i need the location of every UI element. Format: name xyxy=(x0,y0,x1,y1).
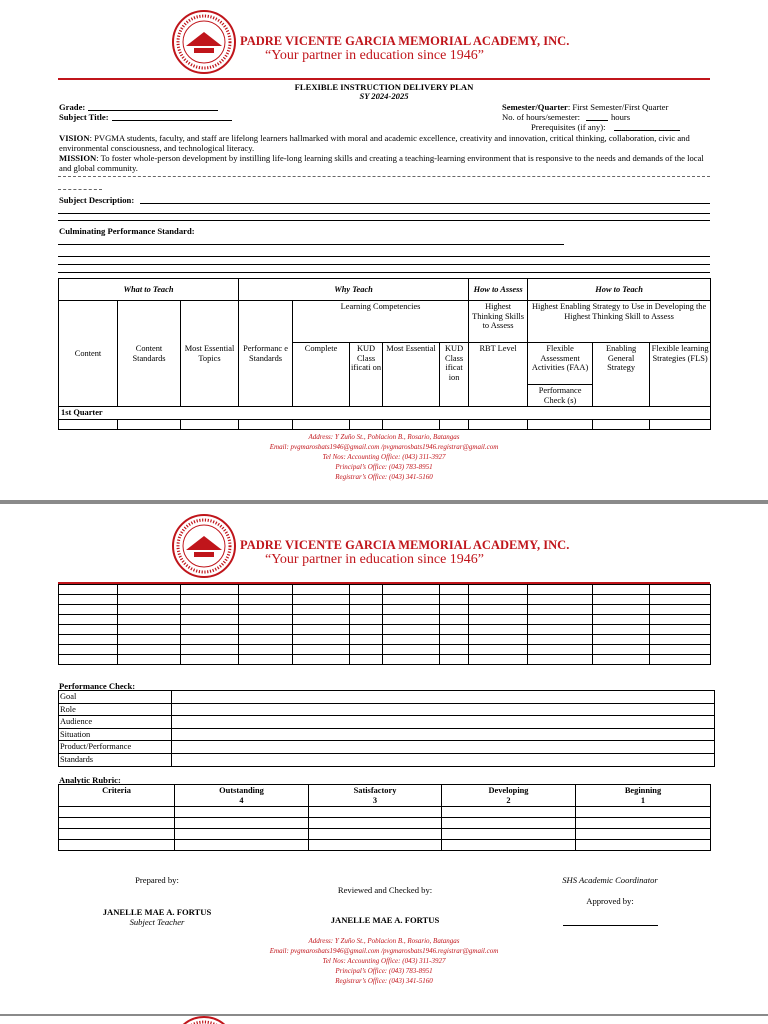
page-2 xyxy=(0,504,768,1014)
header-rule xyxy=(58,78,710,80)
table-row: Product/Performance xyxy=(59,741,715,754)
delivery-plan-table xyxy=(58,278,711,430)
subject-title-label: Subject Title: xyxy=(59,112,109,122)
table-row xyxy=(59,840,711,851)
rubric-level-header: Satisfactory 3 xyxy=(309,785,442,807)
table-row: Role xyxy=(59,703,715,716)
preparer-name: JANELLE MAE A. FORTUS xyxy=(102,907,212,917)
rubric-level-header: Outstanding 4 xyxy=(175,785,309,807)
culminating-standard-field[interactable] xyxy=(58,244,564,245)
table-row: Situation xyxy=(59,728,715,741)
how-to-assess-header: How to Assess xyxy=(469,279,528,301)
table-row: Standards xyxy=(59,753,715,766)
prereq-label: Prerequisites (if any): xyxy=(531,122,606,132)
coordinator-role: SHS Academic Coordinator xyxy=(562,875,658,885)
most-essential-header: Most Essential xyxy=(383,343,440,407)
school-tagline: “Your partner in education since 1946” xyxy=(265,48,485,63)
table-row xyxy=(59,645,711,655)
standard-line xyxy=(58,264,710,265)
school-seal-icon xyxy=(172,10,236,74)
highest-enabling-header: Highest Enabling Strategy to Use in Developing the Highest Thinking Skill to Assess xyxy=(528,301,711,343)
table-row xyxy=(59,585,711,595)
table-row: Audience xyxy=(59,716,715,729)
analytic-rubric-table xyxy=(58,784,711,851)
criteria-header: Criteria xyxy=(59,785,175,807)
content-header: Content xyxy=(59,301,118,407)
table-row xyxy=(59,615,711,625)
kud-classification-header: KUD Class ificat ion xyxy=(440,343,469,407)
letterhead xyxy=(172,10,572,76)
hours-label: No. of hours/semester: xyxy=(502,112,581,122)
highest-thinking-header: Highest Thinking Skills to Assess xyxy=(469,301,528,343)
subject-description-field[interactable] xyxy=(140,203,710,204)
school-seal-icon xyxy=(172,514,236,578)
prepared-by-label: Prepared by: xyxy=(135,875,179,885)
school-name: PADRE VICENTE GARCIA MEMORIAL ACADEMY, INC. xyxy=(240,34,570,48)
performance-check-table xyxy=(58,690,715,767)
plan-title: FLEXIBLE INSTRUCTION DELIVERY PLAN xyxy=(294,82,474,92)
school-seal-icon xyxy=(172,1016,236,1024)
faa-header: Flexible Assessment Activities (FAA) Performance Check (s) xyxy=(528,343,593,407)
preparer-role: Subject Teacher xyxy=(129,917,185,927)
standard-line xyxy=(58,272,710,273)
reviewed-by-label: Reviewed and Checked by: xyxy=(337,885,433,895)
continuation-table xyxy=(58,584,711,665)
content-standards-header: Content Standards xyxy=(118,301,181,407)
rbt-level-header: RBT Level xyxy=(469,343,528,407)
school-tagline: “Your partner in education since 1946” xyxy=(265,552,485,567)
performance-standards-header: Performanc e Standards xyxy=(239,301,293,407)
page-3 xyxy=(0,1016,768,1024)
approved-by-label: Approved by: xyxy=(586,896,634,906)
prereq-field[interactable] xyxy=(614,130,680,131)
divider xyxy=(58,176,710,177)
subject-description-label: Subject Description: xyxy=(59,195,135,205)
analytic-rubric-title: Analytic Rubric: xyxy=(59,775,121,785)
description-line xyxy=(58,220,710,221)
approver-signature-line[interactable] xyxy=(563,925,658,926)
subject-title-field[interactable] xyxy=(112,120,232,121)
reviewer-name: JANELLE MAE A. FORTUS xyxy=(330,915,440,925)
table-row xyxy=(59,818,711,829)
table-row xyxy=(59,595,711,605)
divider xyxy=(58,189,102,190)
table-row xyxy=(59,635,711,645)
what-to-teach-header: What to Teach xyxy=(59,279,239,301)
hours-field[interactable] xyxy=(586,120,608,121)
culminating-standard-label: Culminating Performance Standard: xyxy=(59,226,195,236)
why-teach-header: Why Teach xyxy=(239,279,469,301)
rubric-level-header: Beginning 1 xyxy=(576,785,711,807)
quarter-row: 1st Quarter xyxy=(59,407,711,420)
fls-header: Flexible learning Strategies (FLS) xyxy=(650,343,711,407)
table-row: Goal xyxy=(59,691,715,704)
table-row xyxy=(59,625,711,635)
vision-statement: VISION: PVGMA students, faculty, and staff are lifelong learners hallmarked with moral and academic excellence, creativity and innovation, critical thinking, collaboration, civic and environmental consciousness, and technological literacy. xyxy=(59,133,690,153)
complete-header: Complete xyxy=(293,343,350,407)
semester-line: Semester/Quarter: First Semester/First Quarter xyxy=(502,102,669,112)
table-row xyxy=(59,829,711,840)
how-to-teach-header: How to Teach xyxy=(528,279,711,301)
description-line xyxy=(58,213,710,214)
school-name: PADRE VICENTE GARCIA MEMORIAL ACADEMY, INC. xyxy=(240,538,570,552)
performance-check-title: Performance Check: xyxy=(59,681,136,691)
page-footer: Address: Y Zuño St., Poblacion B., Rosario, Batangas Email: pvgmarosbats1946@gmail.com /pvgmarosbats1946.registrar@gmail.com Tel Nos: Accounting Office: (043) 311-3927 Principal’s Office: (043) 783-8951 Registrar’s Office: (043) 341-5160 xyxy=(269,433,499,481)
letterhead xyxy=(172,514,572,580)
page-1 xyxy=(0,0,768,500)
hours-unit: hours xyxy=(611,112,631,122)
kud-classification-header: KUD Class ificati on xyxy=(350,343,383,407)
standard-line xyxy=(58,256,710,257)
learning-competencies-header: Learning Competencies xyxy=(293,301,469,343)
page-footer: Address: Y Zuño St., Poblacion B., Rosario, Batangas Email: pvgmarosbats1946@gmail.com /pvgmarosbats1946.registrar@gmail.com Tel Nos: Accounting Office: (043) 311-3927 Principal’s Office: (043) 783-8951 Registrar’s Office: (043) 341-5160 xyxy=(269,937,499,985)
most-essential-topics-header: Most Essential Topics xyxy=(181,301,239,407)
table-row xyxy=(59,807,711,818)
grade-field[interactable] xyxy=(88,110,218,111)
school-year: SY 2024-2025 xyxy=(359,91,409,101)
enabling-general-header: Enabling General Strategy xyxy=(593,343,650,407)
table-row xyxy=(59,655,711,665)
table-row xyxy=(59,605,711,615)
table-row xyxy=(59,419,711,429)
rubric-level-header: Developing 2 xyxy=(442,785,576,807)
mission-statement: MISSION: To foster whole-person development by instilling life-long learning skills and creating a teaching-learning environment that is responsive to the needs and demands of the local and global community. xyxy=(59,153,704,173)
grade-label: Grade: xyxy=(59,102,86,112)
